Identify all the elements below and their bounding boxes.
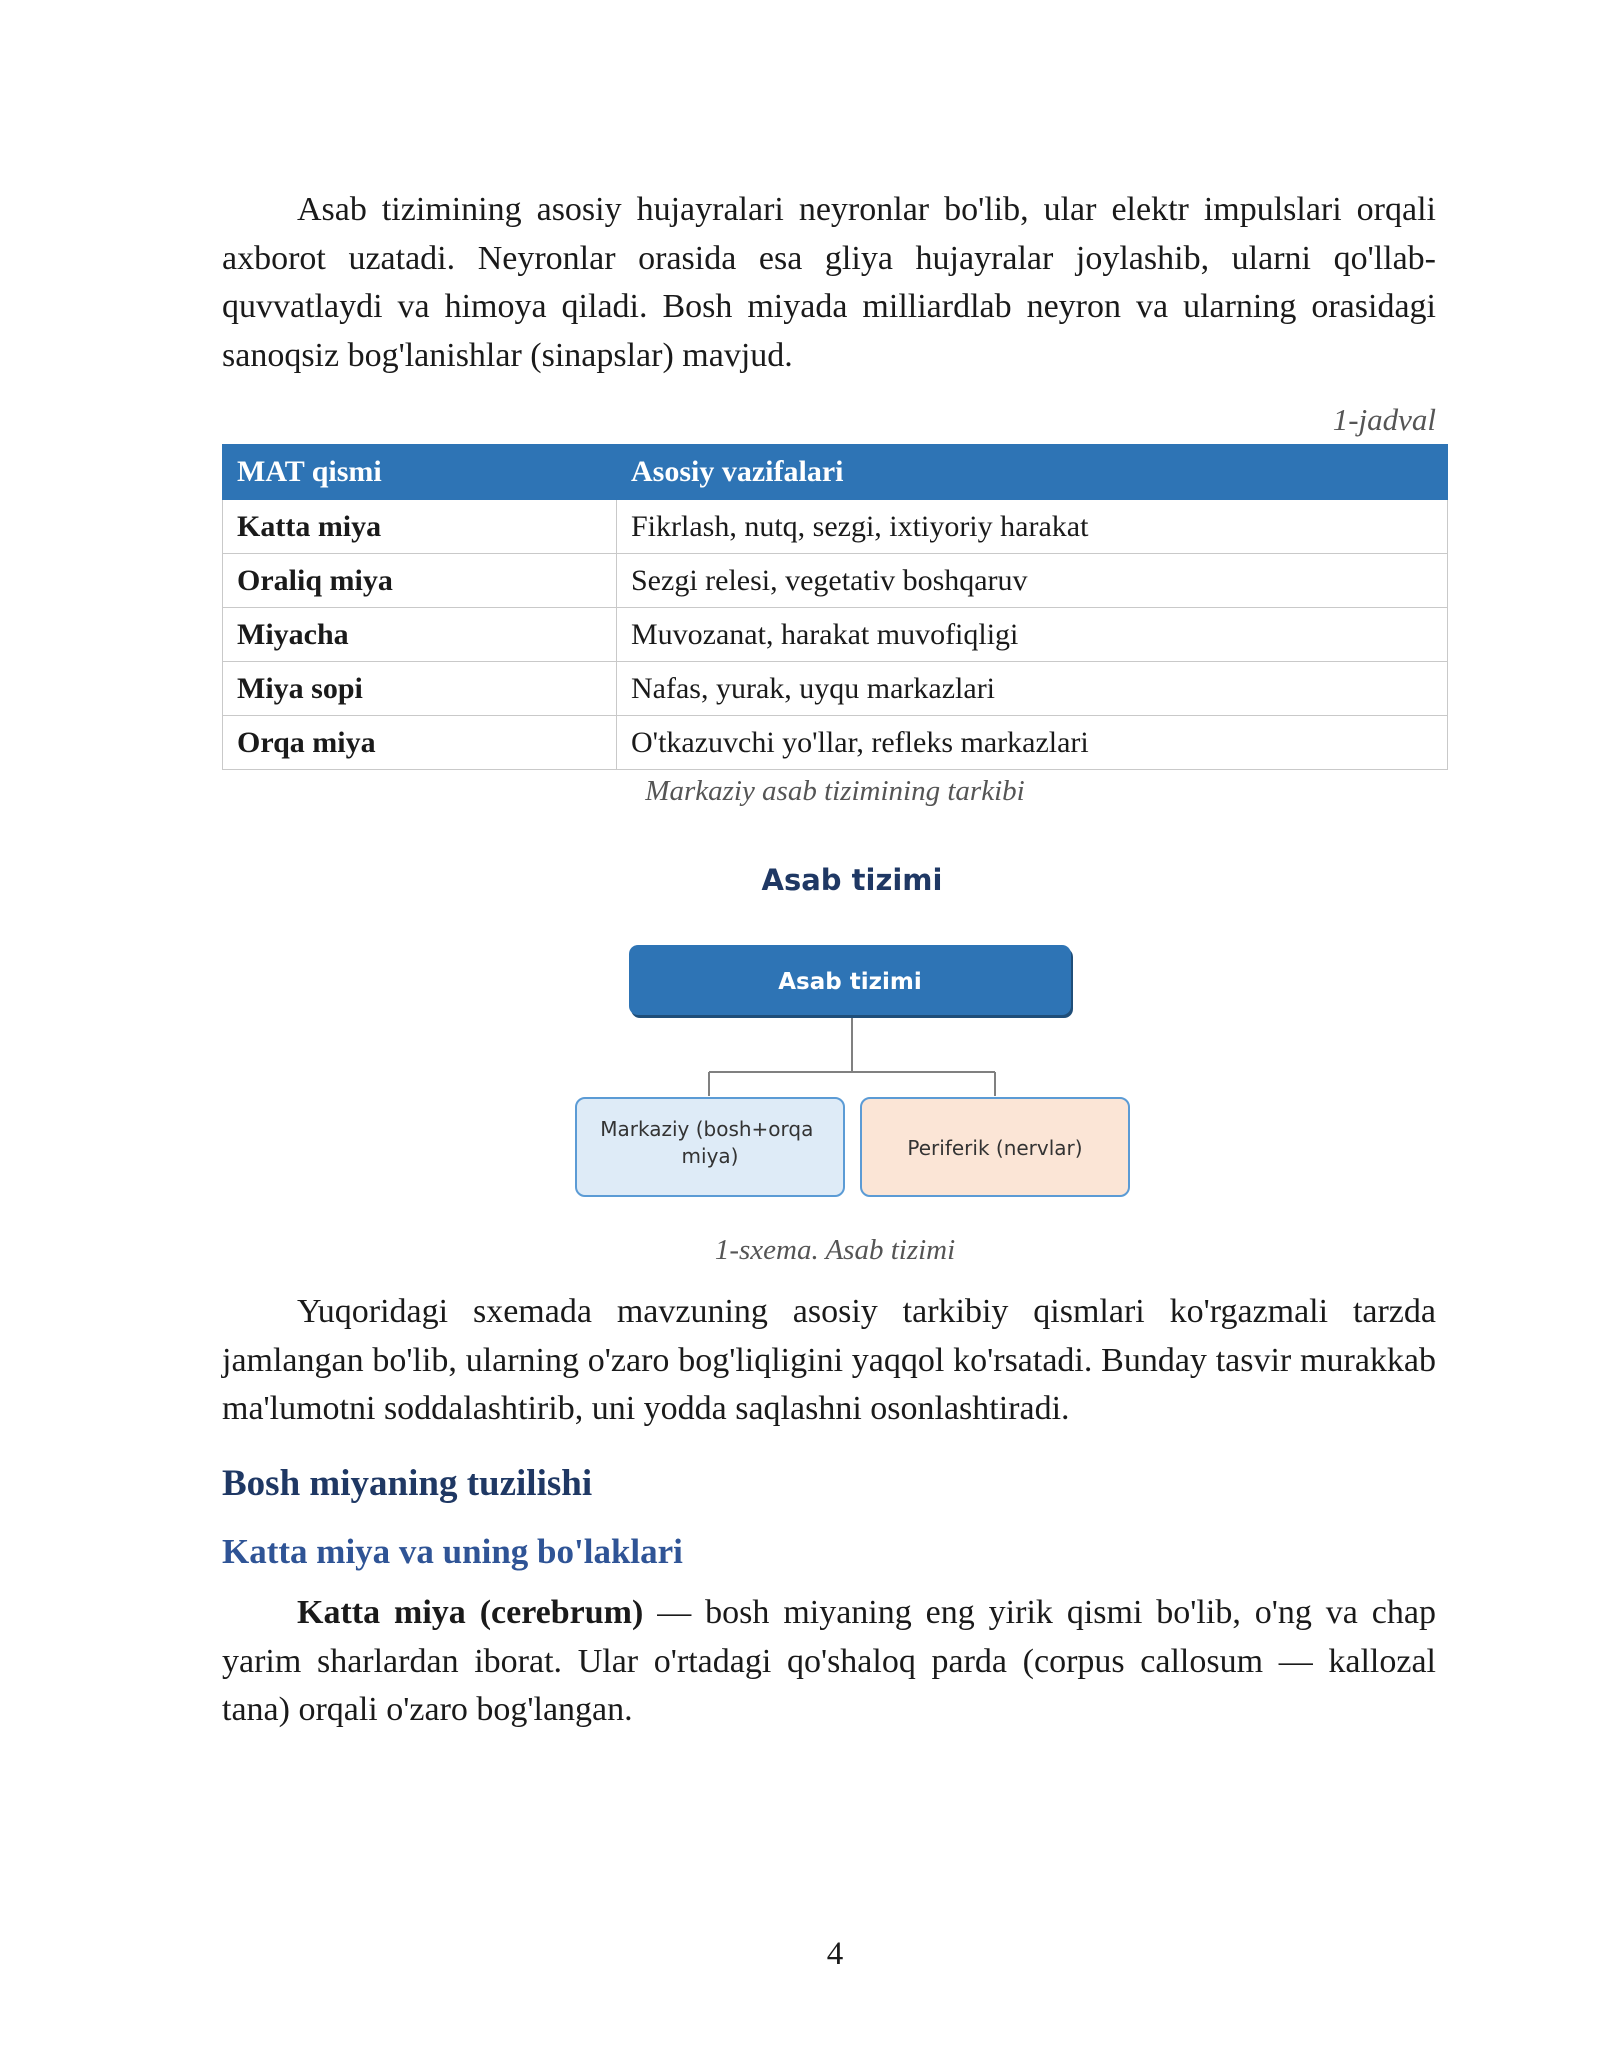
nervous-system-diagram xyxy=(222,848,1448,1208)
cns-table xyxy=(222,444,1448,770)
table-header-part: MAT qismi xyxy=(223,445,617,500)
diagram-caption: 1-sxema. Asab tizimi xyxy=(714,1234,956,1266)
table-header-function: Asosiy vazifalari xyxy=(617,445,1448,500)
intro-paragraph: Asab tizimining asosiy hujayralari neyronlar bo'lib, ular elektr impulslari orqali axborot uzatadi. Neyronlar orasida esa gliya hujayralar joylashib, ularni qo'llab-quvvatlaydi va himoya qiladi. Bosh miyada milliardlab neyron va ularning orasidagi sanoqsiz bog'lanishlar (sinapslar) mavjud. xyxy=(222,191,1436,374)
diagram-node-central-line-1: Markaziy (bosh+orqa xyxy=(600,1117,814,1141)
page-number: 4 xyxy=(826,1936,844,1972)
table-cell-part: Orqa miya xyxy=(223,716,617,770)
summary-paragraph: Yuqoridagi sxemada mavzuning asosiy tarkibiy qismlari ko'rgazmali tarzda jamlangan bo'lib, ularning o'zaro bog'liqligini yaqqol ko'rsatadi. Bunday tasvir murakkab ma'lumotni soddalashtirib, uni yodda saqlashni osonlashtiradi. xyxy=(222,1293,1436,1427)
table-label: 1-jadval xyxy=(1332,402,1436,437)
table-cell-part: Miya sopi xyxy=(223,662,617,716)
table-row xyxy=(223,716,1448,770)
table-row xyxy=(223,500,1448,554)
table-caption: Markaziy asab tizimining tarkibi xyxy=(645,775,1025,807)
table-cell-function: Fikrlash, nutq, sezgi, ixtiyoriy harakat xyxy=(617,500,1448,554)
table-cell-part: Miyacha xyxy=(223,608,617,662)
cerebrum-text: — bosh miyaning eng yirik qismi bo'lib, o'ng va chap yarim sharlardan iborat. Ular o'rtadagi qo'shaloq parda (corpus callosum — kallozal tana) orqali o'zaro bog'langan. xyxy=(222,1594,1436,1728)
table-cell-function: Sezgi relesi, vegetativ boshqaruv xyxy=(617,554,1448,608)
table-row xyxy=(223,554,1448,608)
section-heading: Bosh miyaning tuzilishi xyxy=(222,1463,593,1504)
diagram-node-peripheral-label: Periferik (nervlar) xyxy=(907,1136,1083,1160)
diagram-connectors xyxy=(709,1016,995,1096)
table-cell-part: Katta miya xyxy=(223,500,617,554)
table-cell-function: O'tkazuvchi yo'llar, refleks markazlari xyxy=(617,716,1448,770)
cerebrum-term: Katta miya (cerebrum) xyxy=(297,1594,644,1631)
table-header-row xyxy=(223,445,1448,500)
table-cell-part: Oraliq miya xyxy=(223,554,617,608)
subsection-heading: Katta miya va uning bo'laklari xyxy=(222,1532,683,1571)
diagram-root-label: Asab tizimi xyxy=(778,969,922,995)
table-row xyxy=(223,662,1448,716)
table-cell-function: Muvozanat, harakat muvofiqligi xyxy=(617,608,1448,662)
cerebrum-paragraph xyxy=(222,1589,1436,1735)
diagram-node-central-line-2: miya) xyxy=(681,1144,739,1168)
table-cell-function: Nafas, yurak, uyqu markazlari xyxy=(617,662,1448,716)
diagram-title: Asab tizimi xyxy=(761,863,943,897)
table-row xyxy=(223,608,1448,662)
diagram-svg xyxy=(222,848,1448,1208)
